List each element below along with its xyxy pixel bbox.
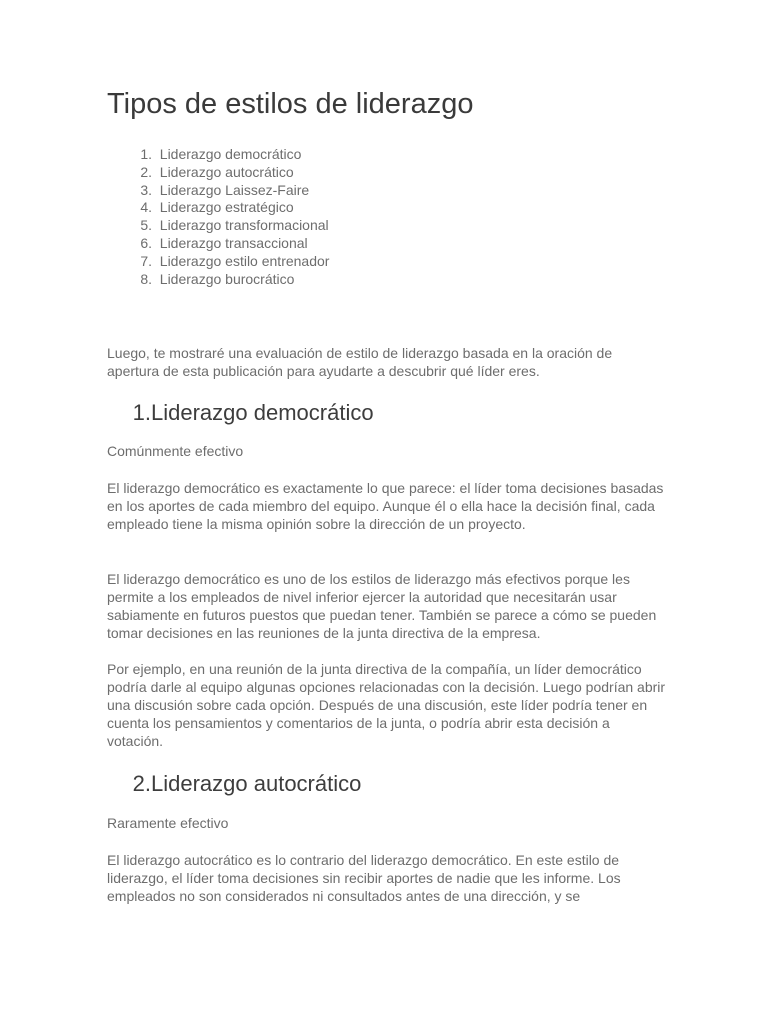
page-title: Tipos de estilos de liderazgo bbox=[107, 88, 474, 120]
section-heading-democratic bbox=[107, 400, 374, 426]
toc-label: Liderazgo transformacional bbox=[159, 217, 329, 234]
body-paragraph: El liderazgo democrático es uno de los estilos de liderazgo más efectivos porque les permite a los empleados de nivel inferior ejercer la autoridad que necesitarán usar sabiamente en futuros puestos que puedan tener. También se parece a cómo se pueden tomar decisiones en las reuniones de la junta directiva de la empresa. bbox=[107, 571, 657, 641]
toc-number: 5. bbox=[140, 217, 152, 234]
toc-number: 1. bbox=[140, 146, 152, 162]
toc-number: 2. bbox=[140, 163, 152, 180]
section-number: 1. bbox=[132, 400, 151, 425]
toc-label: Liderazgo estilo entrenador bbox=[159, 252, 330, 269]
toc-label: Liderazgo democrático bbox=[159, 146, 302, 162]
body-paragraph: El liderazgo autocrático es lo contrario del liderazgo democrático. En este estilo de liderazgo, el líder toma decisiones sin recibir aportes de nadie que les informe. Los empleados no son considerados ni consultados antes de una dirección, y se bbox=[107, 852, 621, 904]
toc-number: 3. bbox=[140, 181, 152, 198]
section-subtitle: Raramente efectivo bbox=[107, 815, 229, 831]
toc-label: Liderazgo Laissez-Faire bbox=[159, 181, 310, 198]
toc-item bbox=[107, 146, 329, 164]
section-title: Liderazgo democrático bbox=[151, 400, 374, 425]
toc-item bbox=[107, 199, 329, 217]
section-title: Liderazgo autocrático bbox=[151, 771, 362, 796]
toc-item bbox=[107, 271, 329, 289]
toc-item bbox=[107, 217, 329, 235]
toc-label: Liderazgo autocrático bbox=[159, 163, 294, 180]
section-heading-autocratic bbox=[107, 771, 361, 797]
toc-number: 8. bbox=[140, 270, 152, 287]
toc-item bbox=[107, 182, 329, 200]
toc-label: Liderazgo transaccional bbox=[159, 234, 308, 251]
section-number: 2. bbox=[132, 771, 151, 796]
section-subtitle: Comúnmente efectivo bbox=[107, 443, 244, 459]
intro-paragraph: Luego, te mostraré una evaluación de estilo de liderazgo basada en la oración de apertura de esta publicación para ayudarte a descubrir qué líder eres. bbox=[107, 345, 613, 379]
body-paragraph: El liderazgo democrático es exactamente lo que parece: el líder toma decisiones basadas en los aportes de cada miembro del equipo. Aunque él o ella hace la decisión final, cada empleado tiene la misma opinión sobre la dirección de un proyecto. bbox=[107, 480, 664, 532]
toc-label: Liderazgo estratégico bbox=[159, 199, 294, 216]
toc-label: Liderazgo burocrático bbox=[159, 270, 295, 287]
toc-item bbox=[107, 253, 329, 271]
toc-item bbox=[107, 164, 329, 182]
toc-number: 6. bbox=[140, 234, 152, 251]
table-of-contents bbox=[107, 146, 329, 288]
body-paragraph: Por ejemplo, en una reunión de la junta directiva de la compañía, un líder democrático podría darle al equipo algunas opciones relacionadas con la decisión. Luego podrían abrir una discusión sobre cada opción. Después de una discusión, este líder podría tener en cuenta los pensamientos y comentarios de la junta, o podría abrir esta decisión a votación. bbox=[107, 661, 666, 749]
toc-item bbox=[107, 235, 329, 253]
toc-number: 4. bbox=[140, 199, 152, 216]
toc-number: 7. bbox=[140, 252, 152, 269]
